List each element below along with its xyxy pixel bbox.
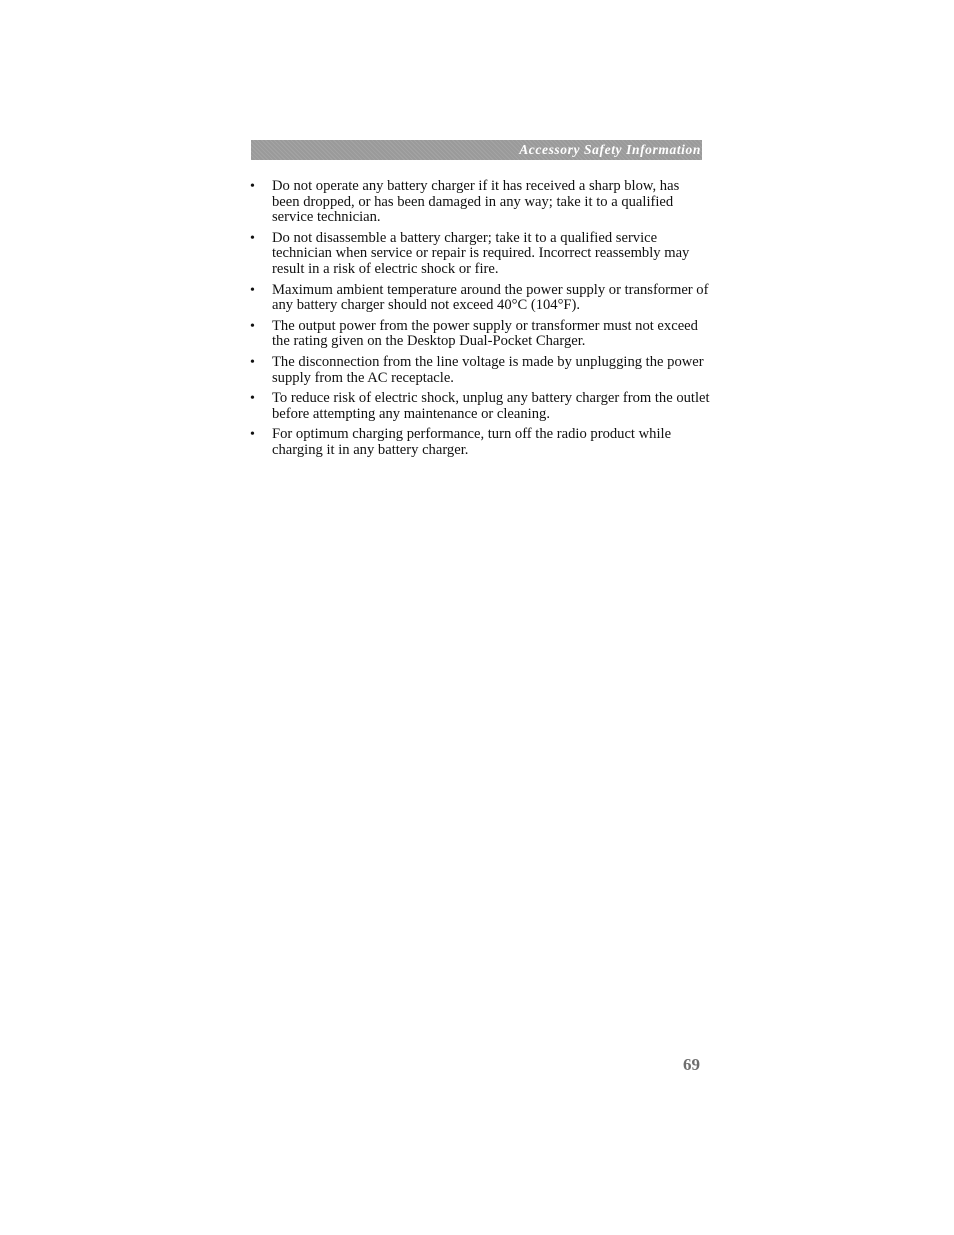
page-number: 69 — [683, 1055, 700, 1074]
list-item-text: The output power from the power supply or transformer must not exceed the rating given on the Desktop Dual-Pocket Charger. — [272, 317, 698, 350]
list-item-text: The disconnection from the line voltage is made by unplugging the power supply from the AC receptacle. — [272, 353, 704, 386]
list-item — [250, 355, 710, 386]
list-item-text: For optimum charging performance, turn off the radio product while charging it in any battery charger. — [272, 426, 672, 458]
list-item-text: Do not operate any battery charger if it has received a sharp blow, has been dropped, or has been damaged in any way; take it to a qualified service technician. — [272, 178, 680, 226]
bullet-icon: • — [250, 354, 255, 370]
list-item — [250, 231, 710, 278]
section-title: Accessory Safety Information — [519, 142, 701, 157]
list-item — [250, 179, 710, 226]
list-item-text: Do not disassemble a battery charger; take it to a qualified service technician when service or repair is required. Incorrect reassembly may result in a risk of electric shock or fire. — [272, 229, 690, 277]
bullet-icon: • — [250, 179, 255, 194]
safety-bullet-list — [250, 179, 710, 464]
bullet-icon: • — [250, 318, 255, 334]
bullet-icon: • — [250, 282, 255, 298]
list-item — [250, 391, 710, 422]
list-item — [250, 319, 710, 350]
list-item — [250, 283, 710, 314]
bullet-icon: • — [250, 230, 255, 246]
section-header-bar — [251, 140, 702, 160]
bullet-icon: • — [250, 427, 255, 443]
list-item — [250, 427, 710, 458]
bullet-icon: • — [250, 391, 255, 407]
list-item-text: Maximum ambient temperature around the power supply or transformer of any battery charger should not exceed 40°C (104°F). — [272, 281, 709, 314]
list-item-text: To reduce risk of electric shock, unplug any battery charger from the outlet before attempting any maintenance or cleaning. — [272, 390, 710, 422]
